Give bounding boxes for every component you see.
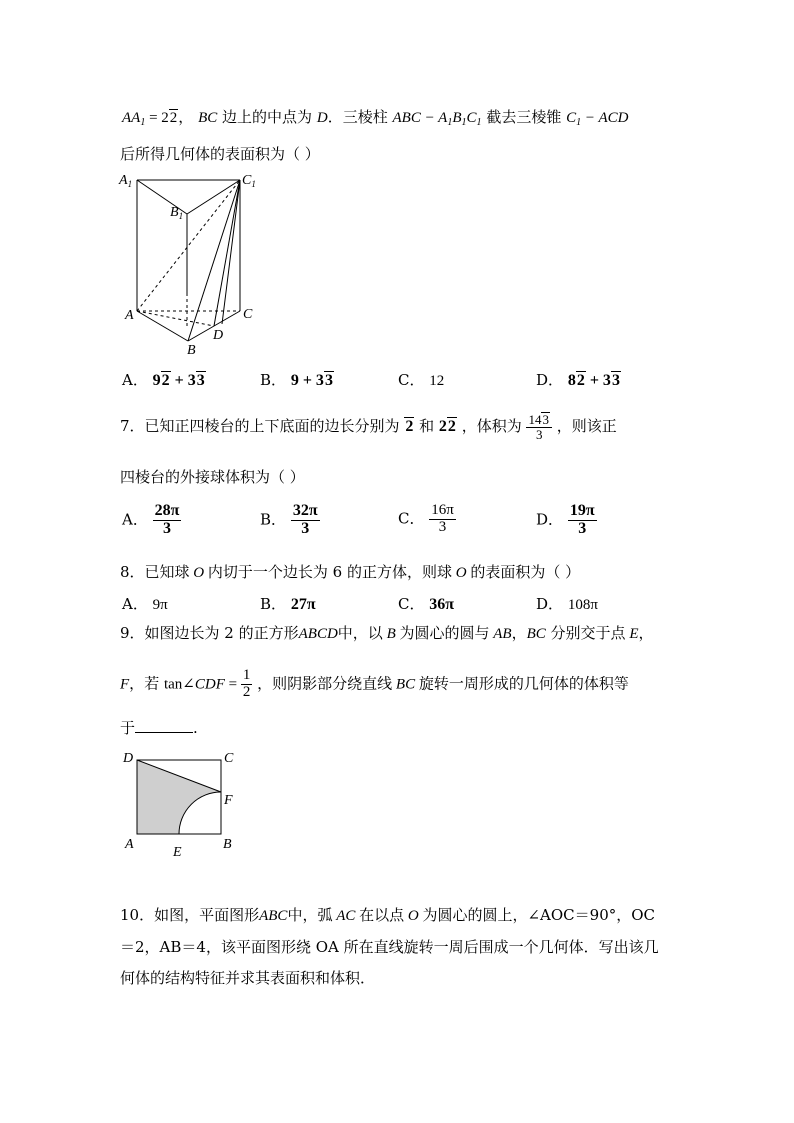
svg-text:E: E xyxy=(173,845,182,858)
q7-line2: 四棱台的外接球体积为（ ） xyxy=(120,468,305,486)
q8-option-b[interactable]: B． 27π xyxy=(260,595,316,613)
svg-text:B1: $B_1$ xyxy=(170,205,184,221)
q6-option-a[interactable]: A． 92 + 33 xyxy=(122,371,205,389)
q7-option-d[interactable]: D． $\frac{19\pi}{3}$ xyxy=(536,502,595,537)
q7-option-c[interactable]: C． $\frac{16\pi}{3}$ xyxy=(398,502,454,535)
q8-option-a[interactable]: A． 9π xyxy=(122,595,168,613)
q8-option-d[interactable]: D． 108π xyxy=(536,595,598,613)
q8-option-c[interactable]: C． 36π xyxy=(398,595,455,613)
q6-option-d[interactable]: D． 82 + 33 xyxy=(536,371,620,389)
q6-option-b[interactable]: B． 9 + 33 xyxy=(260,371,333,389)
q6-option-c[interactable]: C． 12 xyxy=(398,371,445,389)
svg-text:B: B xyxy=(223,837,232,852)
answer-blank[interactable] xyxy=(135,718,193,733)
svg-text:A1: $A_1$ xyxy=(119,173,133,189)
q7-option-a[interactable]: A． $\frac{28\pi}{3}$ xyxy=(122,502,180,537)
svg-text:A: A xyxy=(125,308,134,323)
q10-line3: 何体的结构特征并求其表面积和体积． xyxy=(120,969,376,987)
q8-stem: 8．已知球 O 内切于一个边长为 6 的正方体，则球 O 的表面积为（ ） xyxy=(120,563,581,581)
q10-line1: 10．如图，平面图形ABC中，弧 AC 在以点 O 为圆心的圆上，∠AOC＝90°，OC xyxy=(120,906,656,924)
q10-line2: ＝2，AB＝4，该平面图形绕 OA 所在直线旋转一周后围成一个几何体．写出该几 xyxy=(120,938,659,956)
q9-line1: 9．如图边长为 2 的正方形ABCD中，以 B 为圆心的圆与 AB，BC 分别交于点 E， xyxy=(120,624,654,642)
svg-text:D: D xyxy=(123,751,134,766)
q7-line1: 7．已知正四棱台的上下底面的边长分别为 2 和 22 ，体积为 $\frac{143}{3}$ ，则该正 xyxy=(120,412,617,443)
svg-text:C: C xyxy=(243,307,253,322)
svg-text:C: C xyxy=(224,751,234,766)
svg-text:D: D xyxy=(213,328,224,343)
svg-text:B: B xyxy=(187,343,196,358)
q9-line3: 于 . xyxy=(120,719,198,737)
svg-text:F: F xyxy=(224,793,233,808)
prism-figure xyxy=(115,168,265,358)
svg-text:A: A xyxy=(125,837,134,852)
q6-line2: 后所得几何体的表面积为（ ） xyxy=(120,145,320,163)
q7-option-b[interactable]: B． $\frac{32\pi}{3}$ xyxy=(260,502,318,537)
q6-line1: $AA_1 = 22$， BC 边上的中点为 D．三棱柱 ABC − $A_1B_1C_1$ 截去三棱锥 $C_1$ − ACD xyxy=(122,108,629,128)
q9-line2: F，若 tan∠CDF = $\frac{1}{2}$ ，则阴影部分绕直线 BC 旋转一周形成的几何体的体积等 xyxy=(120,667,629,700)
square-figure xyxy=(115,748,245,858)
svg-text:C1: $C_1$ xyxy=(242,173,256,189)
